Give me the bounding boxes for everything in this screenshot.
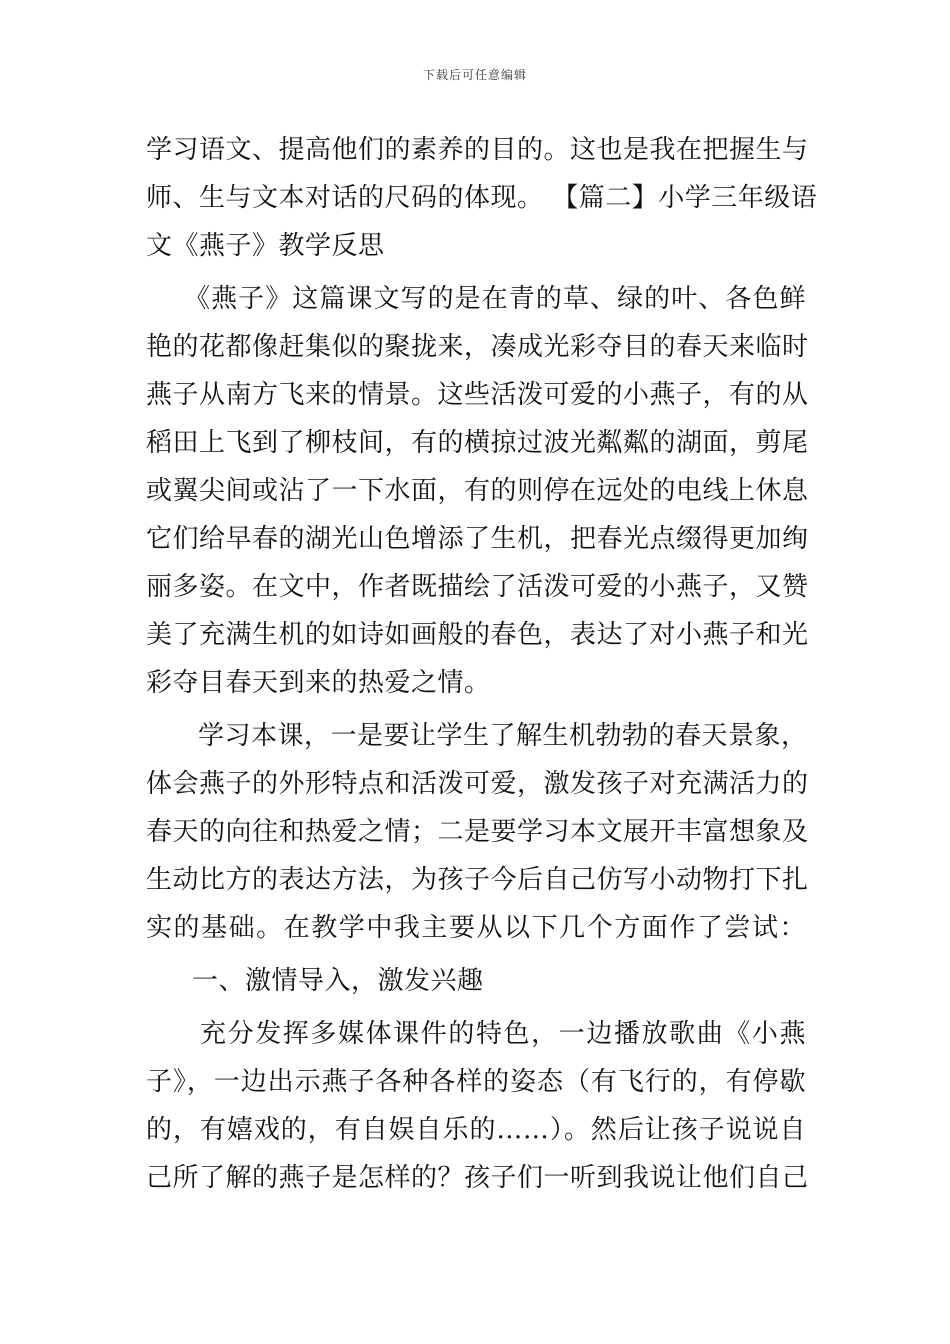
text-line: 或翼尖间或沾了一下水面，有的则停在远处的电线上休息 <box>146 476 809 506</box>
text-line: 美了充满生机的如诗如画般的春色，表达了对小燕子和光 <box>146 620 809 650</box>
text-line: 它们给早春的湖光山色增添了生机，把春光点缀得更加绚 <box>146 524 809 554</box>
text-line: 丽多姿。在文中，作者既描绘了活泼可爱的小燕子，又赞 <box>146 572 809 602</box>
text-line: 师、生与文本对话的尺码的体现。 【篇二】小学三年级语 <box>146 183 818 213</box>
text-line: 实的基础。在教学中我主要从以下几个方面作了尝试： <box>146 913 806 943</box>
text-line: 学习本课，一是要让学生了解生机勃勃的春天景象， <box>198 721 808 751</box>
text-line: 文《燕子》教学反思 <box>146 231 385 261</box>
text-line: 子》，一边出示燕子各种各样的姿态（有飞行的，有停歇 <box>146 1067 806 1097</box>
text-line: 彩夺目春天到来的热爱之情。 <box>146 668 491 698</box>
text-line: 《燕子》这篇课文写的是在青的草、绿的叶、各色鲜 <box>184 284 806 314</box>
text-line: 稻田上飞到了柳枝间，有的横掠过波光粼粼的湖面，剪尾 <box>146 428 809 458</box>
text-line: 燕子从南方飞来的情景。这些活泼可爱的小燕子，有的从 <box>146 380 809 410</box>
text-line: 艳的花都像赶集似的聚拢来，凑成光彩夺目的春天来临时 <box>146 332 809 362</box>
text-line: 学习语文、提高他们的素养的目的。这也是我在把握生与 <box>146 135 809 165</box>
text-line: 体会燕子的外形特点和活泼可爱，激发孩子对充满活力的 <box>146 769 809 799</box>
text-line: 春天的向往和热爱之情；二是要学习本文展开丰富想象及 <box>146 817 809 847</box>
text-line: 己所了解的燕子是怎样的？孩子们一听到我说让他们自己 <box>146 1163 809 1193</box>
text-line: 生动比方的表达方法，为孩子今后自己仿写小动物打下扎 <box>146 865 809 895</box>
header-note: 下载后可任意编辑 <box>422 68 527 82</box>
text-line: 的，有嬉戏的，有自娱自乐的……）。然后让孩子说说自 <box>146 1115 806 1145</box>
body-text <box>146 126 818 1202</box>
text-line: 一、激情导入，激发兴趣 <box>192 966 484 996</box>
text-line: 充分发挥多媒体课件的特色，一边播放歌曲《小燕 <box>200 1019 806 1049</box>
